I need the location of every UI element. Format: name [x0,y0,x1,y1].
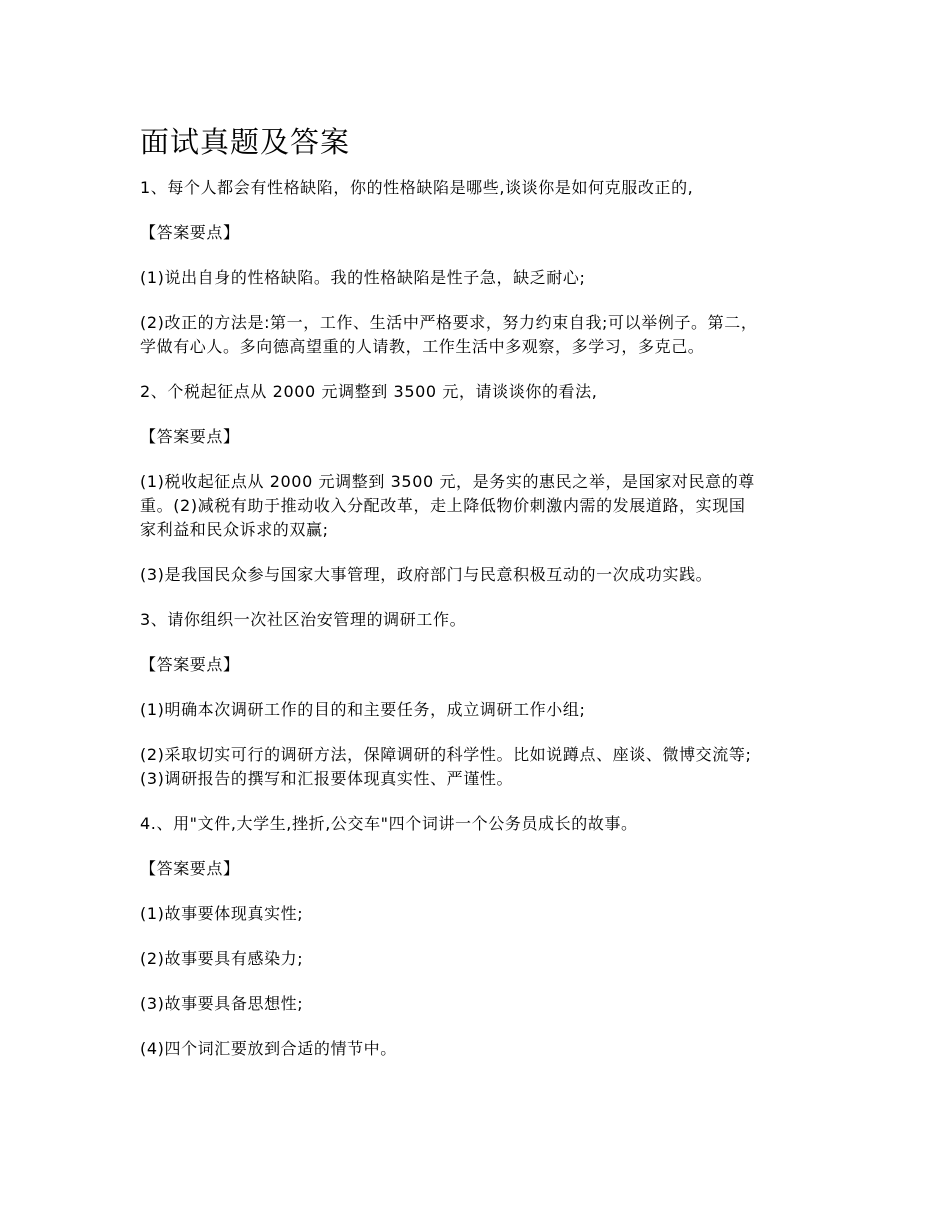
paragraph [140,176,820,200]
paragraph-line: (2)采取切实可行的调研方法，保障调研的科学性。比如说蹲点、座谈、微博交流等; [140,745,752,764]
paragraph-line: (1)说出自身的性格缺陷。我的性格缺陷是性子急，缺乏耐心; [140,268,586,287]
document-title: 面试真题及答案 [140,125,351,159]
paragraph-line: 【答案要点】 [140,859,240,878]
paragraph-line: 家利益和民众诉求的双赢; [140,520,329,539]
paragraph [140,1037,820,1061]
paragraph [140,608,820,632]
paragraph [140,812,820,836]
paragraph-line: (1)故事要体现真实性; [140,904,304,923]
paragraph [140,698,820,722]
paragraph [140,470,820,542]
paragraph-line: (4)四个词汇要放到合适的情节中。 [140,1039,397,1058]
paragraph [140,743,820,791]
document-body [140,176,820,1061]
paragraph [140,992,820,1016]
paragraph-line: 【答案要点】 [140,655,240,674]
paragraph-line: (1)明确本次调研工作的目的和主要任务，成立调研工作小组; [140,700,586,719]
paragraph [140,221,820,245]
paragraph-line: 3、请你组织一次社区治安管理的调研工作。 [140,610,467,629]
paragraph-line: 【答案要点】 [140,223,240,242]
paragraph [140,425,820,449]
paragraph-line: (2)故事要具有感染力; [140,949,304,968]
paragraph [140,653,820,677]
paragraph-line: 1、每个人都会有性格缺陷，你的性格缺陷是哪些,谈谈你是如何克服改正的, [140,178,694,197]
paragraph-line: (3)故事要具备思想性; [140,994,304,1013]
paragraph [140,311,820,359]
paragraph-line: 2、个税起征点从 2000 元调整到 3500 元，请谈谈你的看法, [140,382,598,401]
paragraph-line: (2)改正的方法是:第一，工作、生活中严格要求，努力约束自我;可以举例子。第二， [140,313,758,332]
paragraph-line: 学做有心人。多向德高望重的人请教，工作生活中多观察，多学习，多克己。 [140,337,705,356]
paragraph-line: 4.、用"文件,大学生,挫折,公交车"四个词讲一个公务员成长的故事。 [140,814,638,833]
paragraph [140,563,820,587]
paragraph-line: (1)税收起征点从 2000 元调整到 3500 元，是务实的惠民之举，是国家对民意的尊 [140,472,755,491]
paragraph [140,902,820,926]
paragraph [140,947,820,971]
paragraph-line: (3)调研报告的撰写和汇报要体现真实性、严谨性。 [140,769,514,788]
paragraph-line: (3)是我国民众参与国家大事管理，政府部门与民意积极互动的一次成功实践。 [140,565,713,584]
paragraph [140,857,820,881]
paragraph [140,380,820,404]
paragraph [140,266,820,290]
paragraph-line: 重。(2)减税有助于推动收入分配改革，走上降低物价刺激内需的发展道路，实现国 [140,496,746,515]
paragraph-line: 【答案要点】 [140,427,240,446]
document-page [140,122,820,1082]
